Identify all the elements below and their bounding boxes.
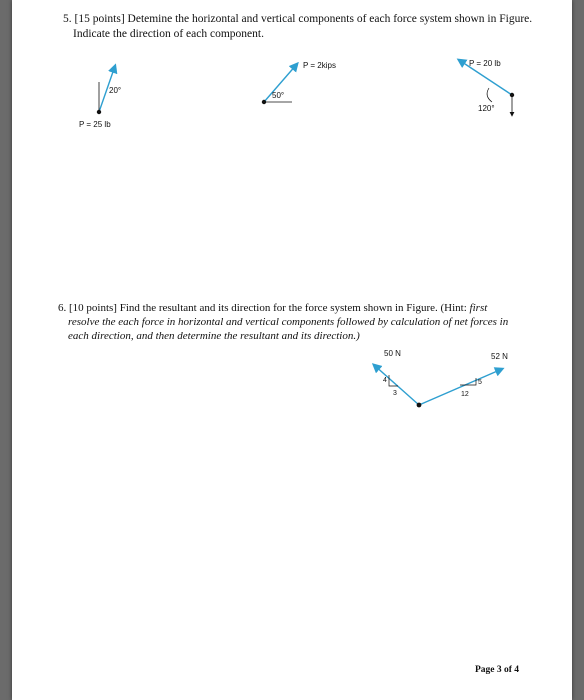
slope-left-horizontal: 3 (393, 390, 397, 397)
question-6-figure (12, 0, 572, 700)
angle-label-5a: 20° (109, 86, 122, 95)
figure-6 (374, 349, 508, 407)
question-5-number: 5. (63, 13, 72, 25)
question-6-hint-line-2: resolve the each force in horizontal and vertical components followed by calculation of net forces in (68, 316, 509, 328)
force-label-5a: P = 25 lb (79, 120, 111, 129)
angle-label-5b: 50° (272, 91, 285, 100)
force-label-5c: P = 20 lb (469, 59, 501, 68)
question-6-points: [10 points] (69, 302, 117, 314)
slope-left-vertical: 4 (383, 377, 387, 384)
question-6-number: 6. (58, 302, 67, 314)
slope-right-vertical: 5 (478, 379, 482, 386)
force-origin-6 (417, 403, 422, 408)
question-5-line-1: Detemine the horizontal and vertical components of each force system shown in Figure. (127, 13, 533, 25)
slope-right-horizontal: 12 (461, 391, 469, 398)
page-number: Page 3 of 4 (475, 665, 520, 675)
question-5-line-2: Indicate the direction of each component. (73, 28, 264, 40)
question-5-points: [15 points] (74, 13, 125, 25)
force-arrow-52n (419, 369, 502, 405)
question-6-text: Find the resultant and its direction for the force system shown in Figure. (Hint: (119, 302, 467, 314)
question-6-hint-line-3: each direction, and then determine the resultant and its direction.) (68, 330, 360, 342)
document-page (12, 0, 572, 700)
force-arrow-50n (374, 365, 419, 405)
force-label-5b: P = 2kips (303, 61, 336, 70)
force-label-52n: 52 N (491, 352, 508, 361)
angle-label-5c: 120° (478, 104, 495, 113)
question-6-hint-first: first (469, 302, 488, 314)
force-label-50n: 50 N (384, 349, 401, 358)
